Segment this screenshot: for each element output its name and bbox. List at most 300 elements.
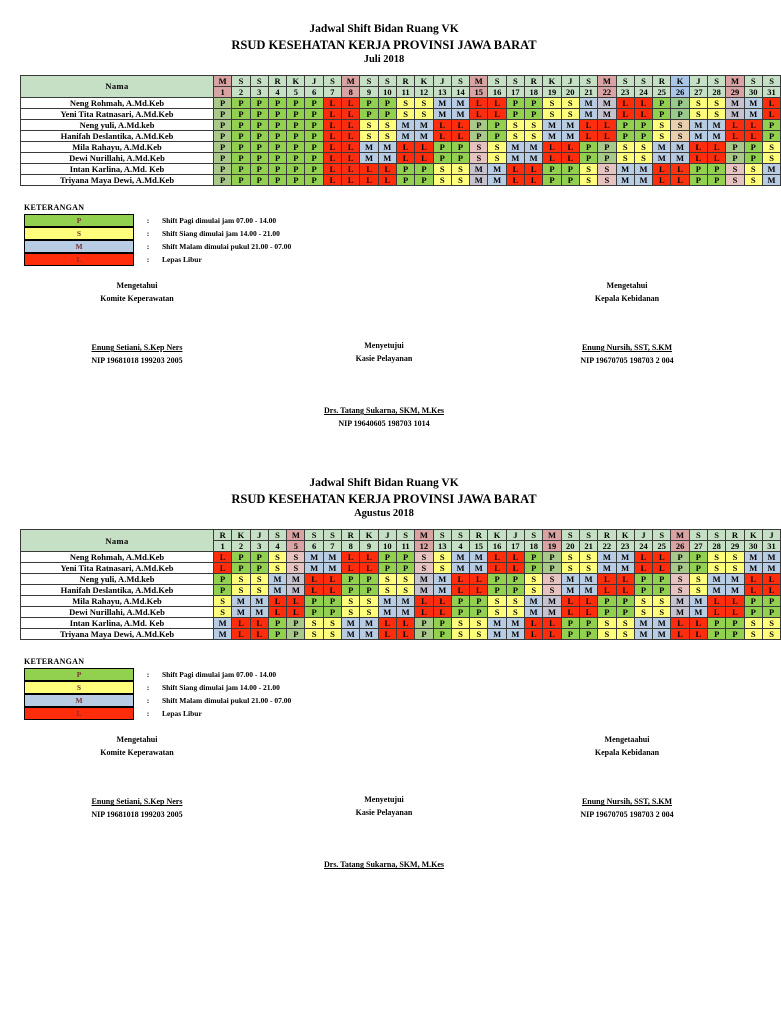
day-name-header-22: R [598, 530, 616, 541]
shift-cell: S [488, 607, 506, 618]
shift-cell: S [689, 574, 707, 585]
shift-cell: S [360, 607, 378, 618]
shift-cell: L [396, 629, 414, 640]
signature-left-nip: NIP 19681018 199203 2005 [91, 809, 183, 819]
day-number-header-15: 15 [470, 87, 488, 98]
shift-cell: S [506, 131, 524, 142]
shift-cell: P [543, 175, 561, 186]
shift-cell: M [653, 153, 671, 164]
shift-cell: P [744, 153, 762, 164]
signature-right-heading [552, 734, 702, 759]
signature-left-heading-2: Komite Keperawatan [100, 293, 174, 303]
signature-right-nip: NIP 19670705 198703 2 004 [580, 355, 674, 365]
shift-cell: S [671, 585, 689, 596]
shift-cell: P [396, 552, 414, 563]
shift-cell: L [525, 164, 543, 175]
shift-cell: P [634, 574, 652, 585]
day-name-header-25: R [653, 76, 671, 87]
shift-cell: L [214, 563, 232, 574]
shift-cell: M [506, 618, 524, 629]
shift-cell: S [378, 574, 396, 585]
shift-cell: L [433, 607, 451, 618]
shift-cell: P [415, 175, 433, 186]
shift-cell: S [726, 164, 744, 175]
signature-left-name: Enung Setiani, S.Kep Ners [91, 343, 183, 353]
legend-colon: : [146, 229, 150, 239]
shift-cell: P [653, 585, 671, 596]
day-number-header-25: 25 [653, 541, 671, 552]
shift-cell: L [323, 120, 341, 131]
shift-cell: P [250, 98, 268, 109]
staff-name-cell: Triyana Maya Dewi, A.Md.Keb [21, 629, 214, 640]
shift-cell: S [689, 98, 707, 109]
shift-cell: L [250, 618, 268, 629]
day-name-header-7: S [323, 76, 341, 87]
shift-cell: M [543, 596, 561, 607]
signature-right-signer [546, 796, 708, 821]
shift-cell: P [305, 120, 323, 131]
shift-cell: L [305, 585, 323, 596]
shift-cell: P [214, 175, 232, 186]
shift-cell: P [415, 164, 433, 175]
legend-juli [20, 203, 748, 266]
shift-cell: M [634, 629, 652, 640]
staff-name-cell: Hanifah Deslantika, A.Md.Keb [21, 131, 214, 142]
shift-cell: S [287, 563, 305, 574]
shift-cell: L [360, 175, 378, 186]
shift-cell: P [470, 120, 488, 131]
day-number-header-6: 6 [305, 87, 323, 98]
shift-cell: M [689, 596, 707, 607]
shift-cell: L [342, 563, 360, 574]
shift-cell: L [561, 153, 579, 164]
shift-cell: L [415, 153, 433, 164]
table-body-juli [21, 98, 781, 186]
shift-cell: L [323, 585, 341, 596]
shift-cell: L [543, 629, 561, 640]
shift-cell: P [232, 153, 250, 164]
shift-cell: L [653, 563, 671, 574]
shift-cell: P [598, 153, 616, 164]
legend-row [24, 668, 291, 681]
shift-cell: S [616, 153, 634, 164]
shift-cell: M [287, 585, 305, 596]
shift-cell: L [726, 596, 744, 607]
signature-left-signer [56, 796, 218, 821]
staff-name-cell: Hanifah Deslantika, A.Md.Keb [21, 585, 214, 596]
shift-cell: L [451, 574, 469, 585]
legend-colon: : [146, 696, 150, 706]
shift-cell: M [451, 552, 469, 563]
shift-cell: P [305, 175, 323, 186]
shift-cell: P [762, 131, 780, 142]
shift-cell: S [360, 596, 378, 607]
shift-cell: P [250, 131, 268, 142]
day-name-header-2: K [232, 530, 250, 541]
day-name-header-31: J [762, 530, 780, 541]
shift-cell: S [214, 596, 232, 607]
signature-mid-name: Drs. Tatang Sukarna, SKM, M.Kes [323, 406, 445, 416]
shift-cell: P [232, 131, 250, 142]
signature-right-name: Enung Nursih, SST, S.KM [581, 797, 673, 807]
shift-cell: S [561, 109, 579, 120]
shift-cell: L [616, 109, 634, 120]
day-name-header-26: K [671, 76, 689, 87]
shift-cell: L [671, 618, 689, 629]
signature-left-signer [56, 342, 218, 367]
shift-cell: P [232, 175, 250, 186]
shift-cell: M [689, 607, 707, 618]
signature-left-nip: NIP 19681018 199203 2005 [91, 355, 183, 365]
shift-cell: P [598, 596, 616, 607]
day-number-header-10: 10 [378, 541, 396, 552]
shift-cell: P [214, 120, 232, 131]
legend-row [24, 694, 291, 707]
shift-cell: P [287, 142, 305, 153]
shift-cell: S [396, 109, 414, 120]
shift-cell: L [433, 131, 451, 142]
shift-cell: P [287, 175, 305, 186]
shift-cell: S [634, 142, 652, 153]
shift-cell: S [525, 574, 543, 585]
shift-cell: M [726, 574, 744, 585]
day-name-header-30: K [744, 530, 762, 541]
day-name-header-8: R [342, 530, 360, 541]
shift-cell: M [415, 574, 433, 585]
shift-cell: S [396, 574, 414, 585]
shift-cell: S [653, 120, 671, 131]
table-row [21, 153, 781, 164]
day-name-header-29: M [726, 76, 744, 87]
shift-cell: P [232, 98, 250, 109]
shift-cell: L [451, 585, 469, 596]
shift-cell: P [470, 607, 488, 618]
shift-cell: P [268, 109, 286, 120]
shift-cell: P [543, 563, 561, 574]
day-number-header-31: 31 [762, 87, 780, 98]
day-number-header-9: 9 [360, 541, 378, 552]
legend-swatch-cell [24, 694, 134, 707]
shift-cell: M [726, 98, 744, 109]
shift-cell: M [323, 563, 341, 574]
shift-cell: P [708, 618, 726, 629]
shift-cell: P [396, 175, 414, 186]
day-number-header-21: 21 [579, 541, 597, 552]
shift-cell: S [415, 98, 433, 109]
shift-cell: P [287, 164, 305, 175]
shift-cell: M [726, 585, 744, 596]
day-number-header-21: 21 [579, 87, 597, 98]
shift-cell: L [433, 120, 451, 131]
shift-cell: M [360, 153, 378, 164]
shift-cell: P [378, 98, 396, 109]
shift-cell: S [415, 563, 433, 574]
signature-right-heading-1: Mengetaahui [604, 735, 650, 745]
shift-cell: L [506, 164, 524, 175]
title-line-3: Agustus 2018 [354, 507, 414, 519]
shift-cell: P [653, 109, 671, 120]
day-name-header-6: J [305, 76, 323, 87]
shift-cell: L [689, 618, 707, 629]
shift-cell: P [287, 131, 305, 142]
shift-cell: P [268, 98, 286, 109]
shift-cell: L [268, 607, 286, 618]
legend-swatch-cell [24, 227, 134, 240]
legend-title: KETERANGAN [24, 657, 85, 667]
shift-cell: P [506, 574, 524, 585]
shift-cell: L [543, 618, 561, 629]
legend-swatch-L: L [24, 707, 134, 720]
shift-cell: M [415, 585, 433, 596]
shift-cell: L [378, 175, 396, 186]
day-name-header-12: K [415, 76, 433, 87]
legend-colon: : [146, 709, 150, 719]
day-name-header-28: S [708, 530, 726, 541]
shift-cell: M [488, 629, 506, 640]
shift-cell: M [525, 596, 543, 607]
day-name-header-5: K [287, 76, 305, 87]
shift-cell: P [360, 98, 378, 109]
day-name-header-31: S [762, 76, 780, 87]
signature-mid-heading [294, 340, 474, 365]
shift-cell: L [671, 164, 689, 175]
shift-cell: S [506, 120, 524, 131]
shift-cell: P [543, 552, 561, 563]
shift-cell: L [762, 574, 780, 585]
shift-cell: P [268, 629, 286, 640]
shift-cell: L [708, 596, 726, 607]
shift-cell: L [342, 164, 360, 175]
legend-colon: : [146, 670, 150, 680]
shift-cell: L [616, 574, 634, 585]
legend-swatch-cell [24, 214, 134, 227]
shift-cell: M [506, 629, 524, 640]
shift-cell: M [579, 574, 597, 585]
day-number-header-14: 14 [451, 87, 469, 98]
shift-cell: P [323, 607, 341, 618]
shift-cell: M [378, 142, 396, 153]
shift-cell: M [305, 563, 323, 574]
shift-cell: L [488, 563, 506, 574]
signature-right-heading [552, 280, 702, 305]
shift-cell: P [287, 109, 305, 120]
shift-cell: P [762, 607, 780, 618]
shift-cell: S [268, 552, 286, 563]
shift-cell: L [653, 552, 671, 563]
shift-cell: S [671, 131, 689, 142]
shift-cell: S [653, 596, 671, 607]
shift-cell: S [488, 596, 506, 607]
day-number-header-24: 24 [634, 541, 652, 552]
shift-cell: L [488, 552, 506, 563]
shift-cell: S [433, 563, 451, 574]
day-name-header-1: M [214, 76, 232, 87]
shift-cell: L [579, 607, 597, 618]
day-number-header-12: 12 [415, 87, 433, 98]
shift-cell: M [415, 120, 433, 131]
shift-cell: P [708, 175, 726, 186]
shift-cell: P [525, 563, 543, 574]
legend-colon: : [146, 683, 150, 693]
day-name-header-9: S [360, 76, 378, 87]
table-row [21, 164, 781, 175]
shift-cell: S [726, 563, 744, 574]
day-name-header-25: S [653, 530, 671, 541]
day-name-header-16: S [488, 76, 506, 87]
shift-cell: M [689, 131, 707, 142]
signature-mid-name: Drs. Tatang Sukarna, SKM, M.Kes [323, 860, 445, 870]
day-name-header-18: S [525, 530, 543, 541]
column-header-nama: Nama [21, 530, 214, 552]
shift-cell: P [378, 563, 396, 574]
day-number-header-30: 30 [744, 87, 762, 98]
shift-cell: P [744, 607, 762, 618]
shift-cell: M [360, 629, 378, 640]
shift-cell: S [305, 618, 323, 629]
staff-name-cell: Neng yuli, A.Md.keb [21, 120, 214, 131]
shift-cell: M [762, 175, 780, 186]
shift-cell: L [342, 120, 360, 131]
shift-cell: L [543, 142, 561, 153]
table-row [21, 142, 781, 153]
shift-cell: P [305, 131, 323, 142]
shift-cell: S [451, 175, 469, 186]
shift-cell: S [543, 109, 561, 120]
shift-cell: S [579, 164, 597, 175]
shift-cell: P [232, 142, 250, 153]
shift-cell: P [287, 618, 305, 629]
day-number-header-16: 16 [488, 541, 506, 552]
shift-cell: P [579, 618, 597, 629]
shift-cell: M [616, 164, 634, 175]
shift-cell: M [653, 618, 671, 629]
day-name-header-5: M [287, 530, 305, 541]
shift-cell: M [451, 109, 469, 120]
shift-cell: P [250, 109, 268, 120]
shift-cell: P [214, 98, 232, 109]
shift-cell: L [488, 98, 506, 109]
shift-cell: P [415, 618, 433, 629]
staff-name-cell: Intan Karlina, A.Md. Keb [21, 164, 214, 175]
shift-cell: S [433, 175, 451, 186]
day-number-header-11: 11 [396, 541, 414, 552]
shift-cell: M [433, 98, 451, 109]
signature-mid-heading-1: Menyetujui [364, 341, 404, 351]
shift-cell: S [415, 109, 433, 120]
shift-cell: M [762, 563, 780, 574]
shift-cell: P [250, 120, 268, 131]
day-number-header-25: 25 [653, 87, 671, 98]
shift-cell: S [671, 574, 689, 585]
shift-cell: L [689, 142, 707, 153]
shift-cell: M [543, 131, 561, 142]
shift-cell: P [506, 109, 524, 120]
staff-name-cell: Mila Rahayu, A.Md.Keb [21, 142, 214, 153]
day-number-header-31: 31 [762, 541, 780, 552]
shift-cell: S [598, 164, 616, 175]
day-number-header-3: 3 [250, 541, 268, 552]
shift-cell: S [250, 585, 268, 596]
shift-cell: M [561, 131, 579, 142]
shift-cell: L [342, 175, 360, 186]
shift-cell: L [762, 98, 780, 109]
shift-cell: P [506, 585, 524, 596]
shift-cell: S [470, 629, 488, 640]
shift-cell: P [616, 120, 634, 131]
shift-cell: M [634, 164, 652, 175]
header-row-daynames [21, 530, 781, 541]
shift-cell: M [232, 607, 250, 618]
shift-cell: P [708, 164, 726, 175]
shift-cell: P [451, 142, 469, 153]
day-name-header-3: S [250, 76, 268, 87]
shift-cell: P [287, 120, 305, 131]
shift-cell: P [671, 552, 689, 563]
day-name-header-10: J [378, 530, 396, 541]
signature-right-heading-2: Kepala Kebidanan [594, 293, 660, 303]
shift-cell: P [305, 607, 323, 618]
shift-cell: S [744, 618, 762, 629]
staff-name-cell: Neng yuli, A.Md.keb [21, 574, 214, 585]
shift-cell: M [396, 131, 414, 142]
shift-cell: L [708, 607, 726, 618]
shift-cell: M [671, 596, 689, 607]
shift-cell: M [653, 142, 671, 153]
signature-right-heading-1: Mengetahui [606, 281, 648, 291]
shift-cell: L [268, 596, 286, 607]
shift-cell: M [488, 175, 506, 186]
day-name-header-17: J [506, 530, 524, 541]
shift-cell: L [506, 552, 524, 563]
day-number-header-2: 2 [232, 541, 250, 552]
day-name-header-1: R [214, 530, 232, 541]
shift-cell: L [342, 153, 360, 164]
shift-cell: M [543, 120, 561, 131]
shift-cell: S [653, 131, 671, 142]
shift-cell: P [671, 563, 689, 574]
table-header-agustus [21, 530, 781, 552]
shift-cell: M [744, 552, 762, 563]
day-number-header-15: 15 [470, 541, 488, 552]
shift-cell: S [616, 618, 634, 629]
day-name-header-20: S [561, 530, 579, 541]
shift-cell: L [708, 153, 726, 164]
day-number-header-16: 16 [488, 87, 506, 98]
day-number-header-3: 3 [250, 87, 268, 98]
shift-cell: L [561, 142, 579, 153]
shift-cell: S [360, 120, 378, 131]
day-number-header-30: 30 [744, 541, 762, 552]
shift-cell: S [488, 142, 506, 153]
shift-cell: L [360, 164, 378, 175]
title-line-3: Juli 2018 [363, 53, 405, 65]
shift-cell: P [451, 153, 469, 164]
shift-cell: S [708, 552, 726, 563]
legend-swatch-P: P [24, 214, 134, 227]
day-name-header-10: S [378, 76, 396, 87]
shift-cell: M [305, 552, 323, 563]
day-number-header-23: 23 [616, 87, 634, 98]
shift-cell: M [396, 120, 414, 131]
shift-cell: L [323, 574, 341, 585]
table-row [21, 131, 781, 142]
day-number-header-10: 10 [378, 87, 396, 98]
day-name-header-24: J [634, 530, 652, 541]
shift-cell: L [579, 131, 597, 142]
shift-cell: L [323, 175, 341, 186]
legend-description: Shift Siang dimulai jam 14.00 - 21.00 [162, 683, 280, 693]
shift-cell: P [268, 120, 286, 131]
